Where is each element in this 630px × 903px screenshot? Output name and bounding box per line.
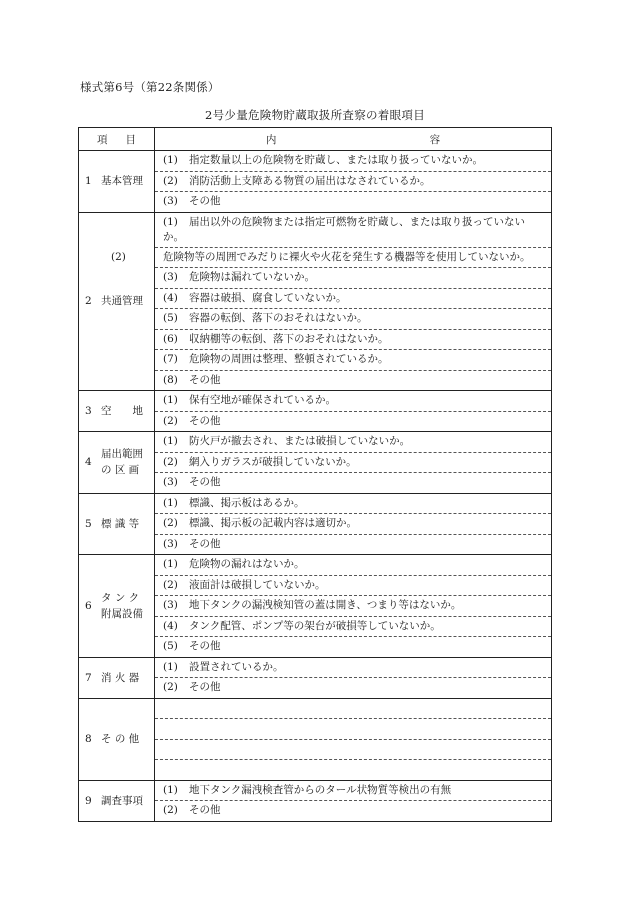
item-text: その他 <box>189 373 221 386</box>
header-content-column <box>155 128 552 151</box>
item-text: その他 <box>189 476 221 489</box>
section-label-cell <box>79 493 155 555</box>
item-number: (5) <box>163 640 178 653</box>
inspection-item <box>155 514 552 535</box>
section-label-cell <box>79 555 155 658</box>
document-title: 2号少量危険物貯蔵取扱所査察の着眼項目 <box>204 108 425 122</box>
table-row <box>79 698 552 719</box>
inspection-item <box>155 329 552 350</box>
inspection-item <box>155 534 552 555</box>
item-text: その他 <box>189 804 221 817</box>
item-number: (1) <box>163 394 178 407</box>
section-label: そ の 他 <box>101 733 140 745</box>
section-label-cell <box>79 212 155 391</box>
item-number: (3) <box>163 599 178 612</box>
item-number: (3) <box>163 271 178 284</box>
item-text: 危険物等の周囲でみだりに裸火や火花を発生する機器等を使用していないか。 <box>163 250 531 263</box>
section-label: 共通管理 <box>101 295 143 308</box>
item-number: (3) <box>163 195 178 208</box>
section-number: 6 <box>85 599 92 612</box>
section-number: 1 <box>85 175 92 188</box>
inspection-item <box>155 391 552 412</box>
section-label-cell <box>79 432 155 494</box>
item-number: (2) <box>163 804 178 817</box>
header-item-char-2: 目 <box>125 133 136 146</box>
item-number: (1) <box>163 154 178 167</box>
inspection-item <box>155 555 552 576</box>
item-text: 届出以外の危険物または指定可燃物を貯蔵し、または取り扱っていないか。 <box>163 215 525 243</box>
item-text: 標識、掲示板はあるか。 <box>189 496 305 509</box>
item-text: 網入りガラスが破損していないか。 <box>189 455 357 468</box>
inspection-item <box>155 637 552 658</box>
inspection-table <box>78 127 552 822</box>
inspection-item <box>155 452 552 473</box>
item-text: 標識、掲示板の記載内容は適切か。 <box>189 517 357 530</box>
item-text: 危険物は漏れていないか。 <box>189 271 315 284</box>
section-label-cell <box>79 698 155 780</box>
table-row <box>79 780 552 801</box>
item-text: 地下タンクの漏洩検知管の蓋は開き、つまり等はないか。 <box>189 599 462 612</box>
section-number: 3 <box>85 405 92 417</box>
section-number: 4 <box>85 456 92 469</box>
header-content-char-2: 容 <box>429 133 441 146</box>
table-row <box>79 151 552 172</box>
item-number: (1) <box>163 783 178 796</box>
inspection-item <box>155 719 552 740</box>
section-label: 基本管理 <box>101 175 143 188</box>
section-label: 調査事項 <box>101 794 143 807</box>
inspection-item <box>155 616 552 637</box>
form-number: 様式第6号（第22条関係） <box>80 80 220 94</box>
item-number: (7) <box>163 353 178 366</box>
inspection-item <box>155 268 552 289</box>
item-number: (2) <box>163 517 178 530</box>
item-number: (1) <box>163 435 178 448</box>
section-label: 消 火 器 <box>101 671 140 684</box>
item-text: 指定数量以上の危険物を貯蔵し、または取り扱っていないか。 <box>189 154 483 167</box>
item-text: 危険物の周囲は整理、整頓されているか。 <box>189 353 389 366</box>
section-label-cell <box>79 391 155 432</box>
item-number: (1) <box>163 660 178 673</box>
section-label-cell <box>79 151 155 213</box>
table-row <box>79 657 552 678</box>
item-text: その他 <box>189 681 221 694</box>
inspection-item <box>155 171 552 192</box>
item-text: 防火戸が撤去され、または破損していないか。 <box>189 435 411 448</box>
header-item-char-1: 項 <box>97 133 108 146</box>
section-number: 9 <box>85 794 92 807</box>
table-row <box>79 432 552 453</box>
item-number: (2) <box>163 578 178 591</box>
table-row <box>79 493 552 514</box>
item-text: その他 <box>189 414 221 427</box>
item-number: (5) <box>163 312 178 325</box>
item-number: (3) <box>163 476 178 489</box>
section-label-cell <box>79 780 155 821</box>
inspection-item <box>155 801 552 822</box>
item-text: その他 <box>189 195 221 208</box>
item-text: タンク配管、ポンプ等の架台が破損等していないか。 <box>189 619 441 632</box>
item-text: 容器の転倒、落下のおそれはないか。 <box>189 312 368 325</box>
section-label-cell <box>79 657 155 698</box>
inspection-item <box>155 350 552 371</box>
section-label: タ ン ク 附属設備 <box>101 591 143 620</box>
inspection-item <box>155 212 552 247</box>
item-text: その他 <box>189 640 221 653</box>
table-body <box>79 151 552 822</box>
inspection-item <box>155 411 552 432</box>
item-number: (1) <box>163 496 178 509</box>
item-text: その他 <box>189 537 221 550</box>
inspection-item <box>155 288 552 309</box>
table-row <box>79 555 552 576</box>
inspection-item <box>155 432 552 453</box>
section-label: 空 地 <box>101 405 143 417</box>
inspection-item <box>155 151 552 172</box>
item-number: (1) <box>163 215 178 228</box>
item-number: (3) <box>163 537 178 550</box>
inspection-item <box>155 370 552 391</box>
header-content-char-1: 内 <box>265 133 277 146</box>
table-row <box>79 247 552 268</box>
inspection-item <box>155 698 552 719</box>
section-label: 届出範囲 の 区 画 <box>101 448 143 477</box>
inspection-item <box>155 575 552 596</box>
item-text: 容器は破損、腐食していないか。 <box>189 291 347 304</box>
item-text: 危険物の漏れはないか。 <box>189 558 305 571</box>
item-number: (2) <box>163 455 178 468</box>
inspection-item <box>155 760 552 781</box>
item-number: (8) <box>163 373 178 386</box>
item-number: (2) <box>163 414 178 427</box>
item-number: (2) <box>163 681 178 694</box>
item-number: (6) <box>163 332 178 345</box>
item-number: (2) <box>163 174 178 187</box>
section-number: 8 <box>85 733 92 745</box>
inspection-item <box>111 247 552 268</box>
inspection-item <box>155 473 552 494</box>
item-text: 保有空地が確保されているか。 <box>189 394 336 407</box>
inspection-item <box>155 493 552 514</box>
item-number: (2) <box>111 250 126 263</box>
item-number: (1) <box>163 558 178 571</box>
inspection-item <box>155 678 552 699</box>
table-row <box>79 212 552 247</box>
section-number: 2 <box>85 295 92 308</box>
item-text: 収納棚等の転倒、落下のおそれはないか。 <box>189 332 389 345</box>
inspection-item <box>155 596 552 617</box>
item-text: 液面計は破損していないか。 <box>189 578 326 591</box>
item-text: 消防活動上支障ある物質の届出はなされているか。 <box>189 174 431 187</box>
item-text: 設置されているか。 <box>189 660 284 673</box>
table-header-row <box>79 128 552 151</box>
item-number: (4) <box>163 619 178 632</box>
section-label: 標 識 等 <box>101 517 140 530</box>
section-number: 5 <box>85 517 92 530</box>
inspection-item <box>155 657 552 678</box>
header-item-column <box>79 128 155 151</box>
section-number: 7 <box>85 671 92 684</box>
inspection-item <box>155 780 552 801</box>
table-row <box>79 391 552 412</box>
inspection-item <box>155 739 552 760</box>
inspection-item <box>155 309 552 330</box>
item-text: 地下タンク漏洩検査管からのタール状物質等検出の有無 <box>189 783 452 796</box>
item-number: (4) <box>163 291 178 304</box>
inspection-item <box>155 192 552 213</box>
